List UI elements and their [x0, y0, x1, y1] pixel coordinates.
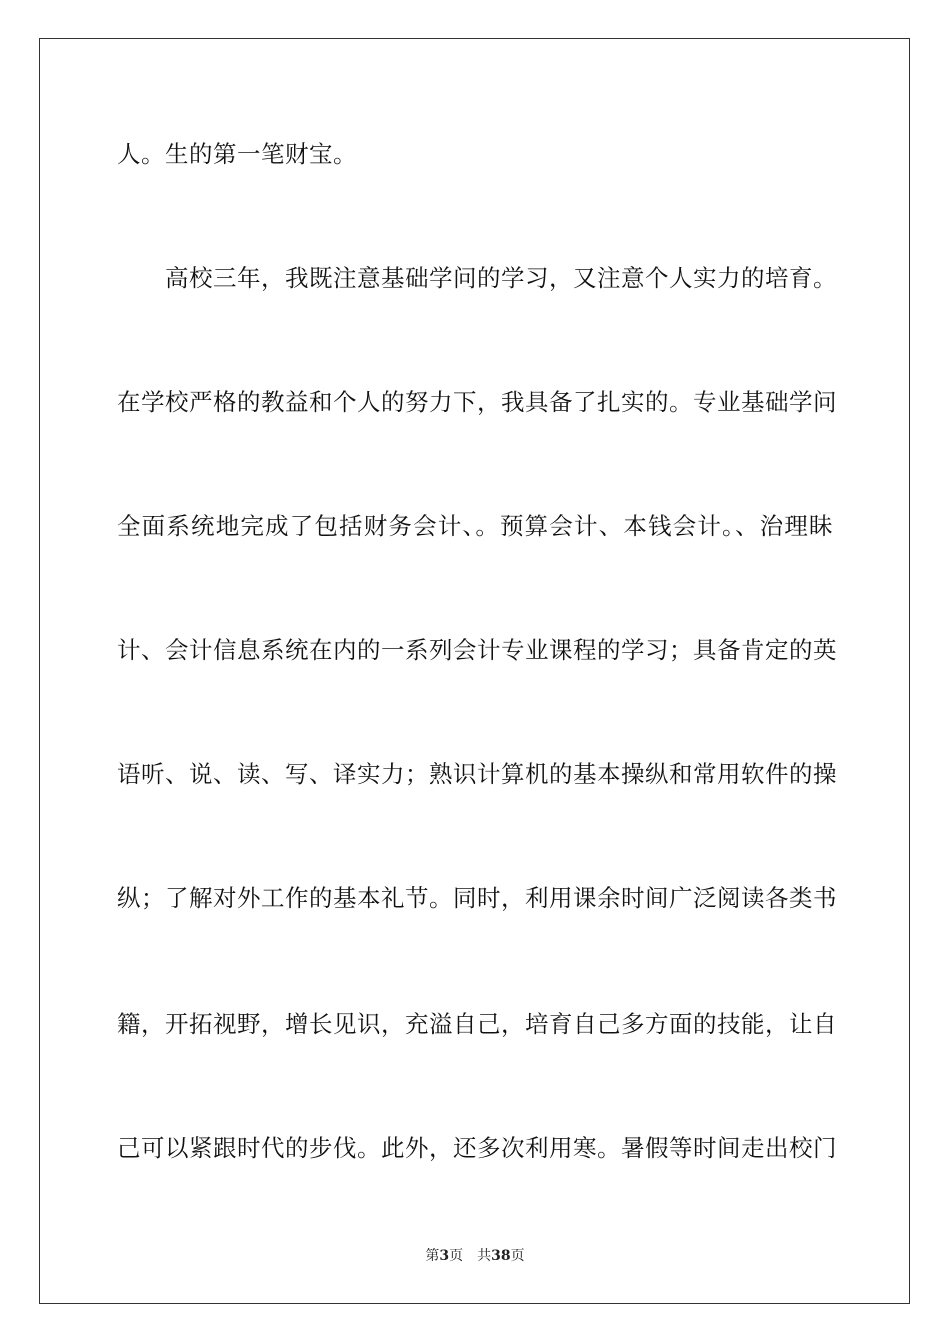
page-number: 3	[439, 1248, 450, 1264]
text-line-1: 人。生的第一笔财宝。	[117, 140, 357, 168]
text-line-9: 己可以紧跟时代的步伐。此外，还多次利用寒。暑假等时间走出校门	[117, 1134, 837, 1162]
text-line-2: 高校三年，我既注意基础学问的学习，又注意个人实力的培育。	[165, 264, 837, 292]
page-prefix: 第	[425, 1248, 440, 1264]
text-line-5: 计、会计信息系统在内的一系列会计专业课程的学习；具备肯定的英	[117, 636, 837, 664]
total-prefix: 共	[477, 1248, 492, 1264]
text-line-7: 纵；了解对外工作的基本礼节。同时，利用课余时间广泛阅读各类书	[117, 884, 837, 912]
total-suffix: 页	[510, 1248, 525, 1264]
page-footer	[0, 1247, 950, 1265]
total-pages: 38	[491, 1248, 511, 1264]
text-line-8: 籍，开拓视野，增长见识，充溢自己，培育自己多方面的技能，让自	[117, 1010, 837, 1038]
page-suffix: 页	[449, 1248, 464, 1264]
text-line-4: 全面系统地完成了包括财务会计、。预算会计、本钱会计。、治理眛	[117, 512, 833, 540]
text-line-3: 在学校严格的教益和个人的努力下，我具备了扎实的。专业基础学问	[117, 388, 837, 416]
page-border	[39, 38, 910, 1304]
text-line-6: 语听、说、读、写、译实力；熟识计算机的基本操纵和常用软件的操	[117, 760, 837, 788]
